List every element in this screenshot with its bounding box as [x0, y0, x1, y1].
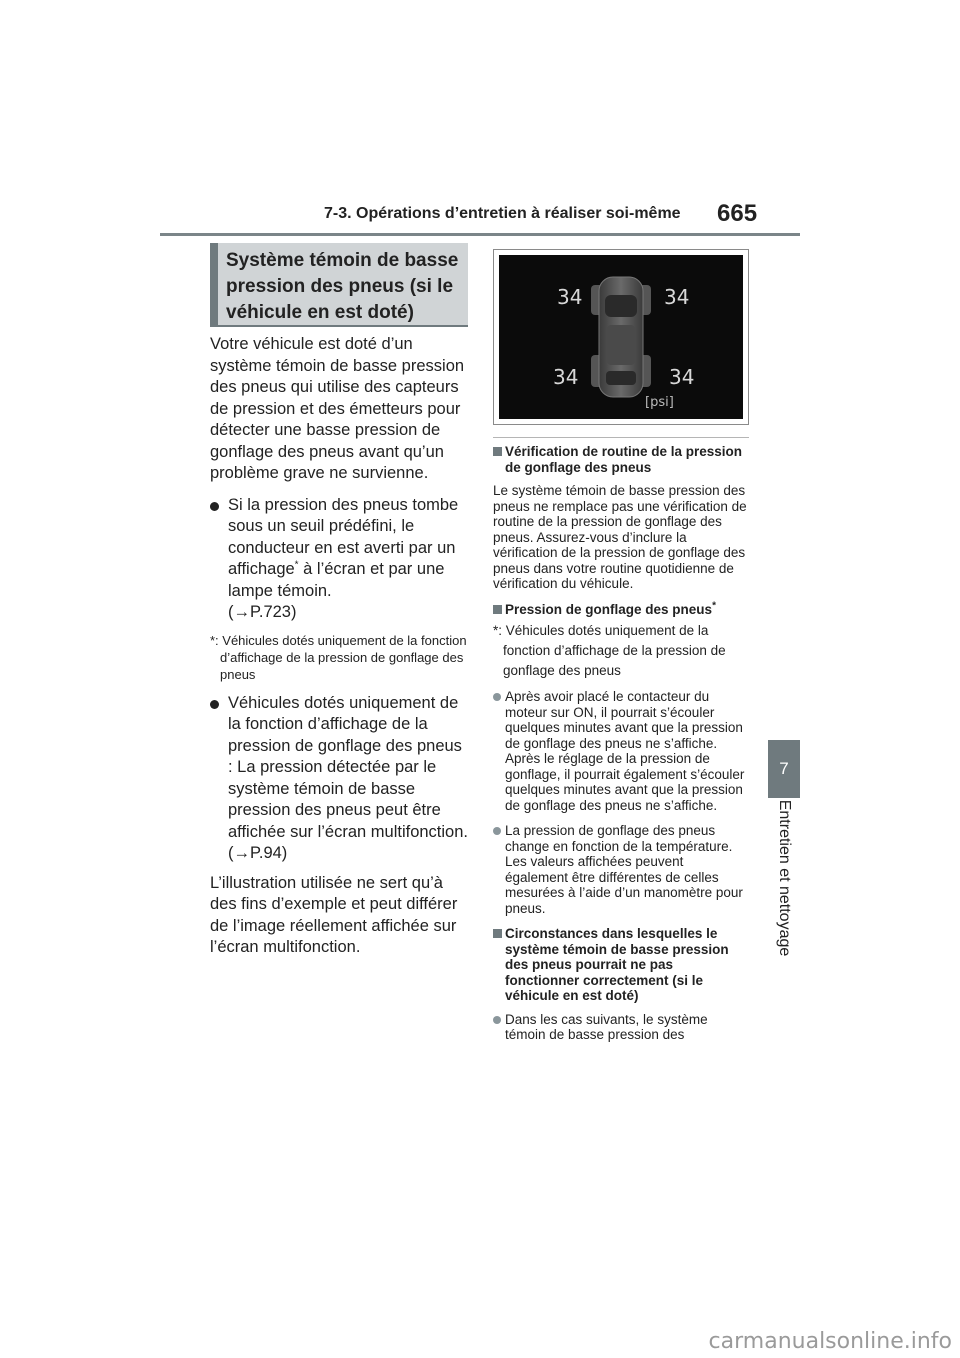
car-top-view-icon [499, 255, 743, 419]
header-title: 7-3. Opérations d’entretien à réaliser soi-même [324, 205, 681, 222]
left-column [210, 334, 468, 969]
list-item [493, 689, 749, 813]
asterisk: * [294, 559, 299, 571]
figure-rule [493, 437, 749, 438]
tire-pressure-figure [493, 249, 749, 425]
paragraph: Le système témoin de basse pression des pneus ne remplace pas une vérification de routine de la pression de gonflage des pneus. Assurez-vous d’inclure la vérification de la pression de gonflage des pneus dans votre routine quotidienne de vérification du véhicule. [493, 483, 747, 591]
sub-heading [493, 926, 749, 1004]
right-column [493, 444, 749, 1053]
bullet-text: Véhicules dotés uniquement de la fonction d’affichage de la pression de gonflage des pneus : La pression détectée par le système témoin de basse pression des pneus peut être affichée sur l’écran multifonction. (→P.94) [228, 693, 468, 862]
square-bullet-icon [493, 929, 502, 938]
header-rule [160, 233, 800, 236]
sub-heading-text: Pression de gonflage des pneus [505, 601, 713, 617]
list-item [493, 823, 749, 916]
tire-pressure-rear-right: 34 [669, 365, 695, 389]
list-item-text: Après avoir placé le contacteur du moteur sur ON, il pourrait s’écouler quelques minutes avant que la pression de gonflage des pneus ne s’affiche. Après le réglage de la pression de gonflage, il pourrait également s’écouler quelques minutes avant que la pression de gonflage des pneus ne s’affiche. [505, 689, 745, 813]
sub-heading-text: Vérification de routine de la pression de gonflage des pneus [505, 444, 743, 475]
tire-pressure-front-right: 34 [664, 285, 690, 309]
circle-bullet-icon [493, 827, 501, 835]
list-item-text: La pression de gonflage des pneus change en fonction de la température. Les valeurs affichées peuvent également être différentes de celles mesurées à l’aide d’un manomètre pour pneus. [505, 823, 743, 916]
sub-heading-text: Circonstances dans lesquelles le système témoin de basse pression des pneus pourrait ne pas fonctionner correctement (si le véhicule en est doté) [505, 926, 729, 1003]
page-number: 665 [717, 200, 758, 227]
section-title: Système témoin de basse pression des pneus (si le véhicule en est doté) [210, 243, 468, 327]
square-bullet-icon [493, 605, 502, 614]
footnote: *: Véhicules dotés uniquement de la fonction d’affichage de la pression de gonflage des pneus [493, 623, 726, 678]
bullet-text: Si la pression des pneus tombe sous un seuil prédéfini, le conducteur en est averti par un affichage [228, 495, 459, 578]
page-ref-link[interactable]: (→P.723) [228, 603, 297, 621]
chapter-label: Entretien et nettoyage [776, 799, 793, 957]
asterisk: * [712, 600, 716, 611]
closing-paragraph: L’illustration utilisée ne sert qu’à des fins d’exemple et peut différer de l’image réellement affichée sur l’écran multifonction. [210, 873, 458, 956]
footnote: *: Véhicules dotés uniquement de la fonction d’affichage de la pression de gonflage des pneus [210, 632, 467, 682]
bullet-text-end: à l’écran et par une lampe témoin. [228, 560, 445, 600]
bullet-item [210, 495, 468, 624]
circle-bullet-icon [493, 693, 501, 701]
pressure-unit: [psi] [645, 395, 674, 410]
square-bullet-icon [493, 447, 502, 456]
tire-pressure-front-left: 34 [557, 285, 583, 309]
sub-heading [493, 602, 749, 618]
bullet-dot-icon [210, 700, 219, 709]
chapter-tab[interactable]: 7 [768, 740, 800, 798]
circle-bullet-icon [493, 1016, 501, 1024]
tire-pressure-rear-left: 34 [553, 365, 579, 389]
list-item [493, 1012, 749, 1043]
list-item-text: Dans les cas suivants, le système témoin de basse pression des [505, 1011, 708, 1042]
watermark: carmanualsonline.info [708, 1329, 952, 1354]
bullet-dot-icon [210, 502, 219, 511]
bullet-item [210, 693, 468, 865]
sub-heading [493, 444, 749, 475]
intro-paragraph: Votre véhicule est doté d’un système témoin de basse pression des pneus qui utilise des capteurs de pression et des émetteurs pour détecter une basse pression de gonflage des pneus avant qu’un problème grave ne survienne. [210, 335, 465, 482]
multifunction-display [499, 255, 743, 419]
